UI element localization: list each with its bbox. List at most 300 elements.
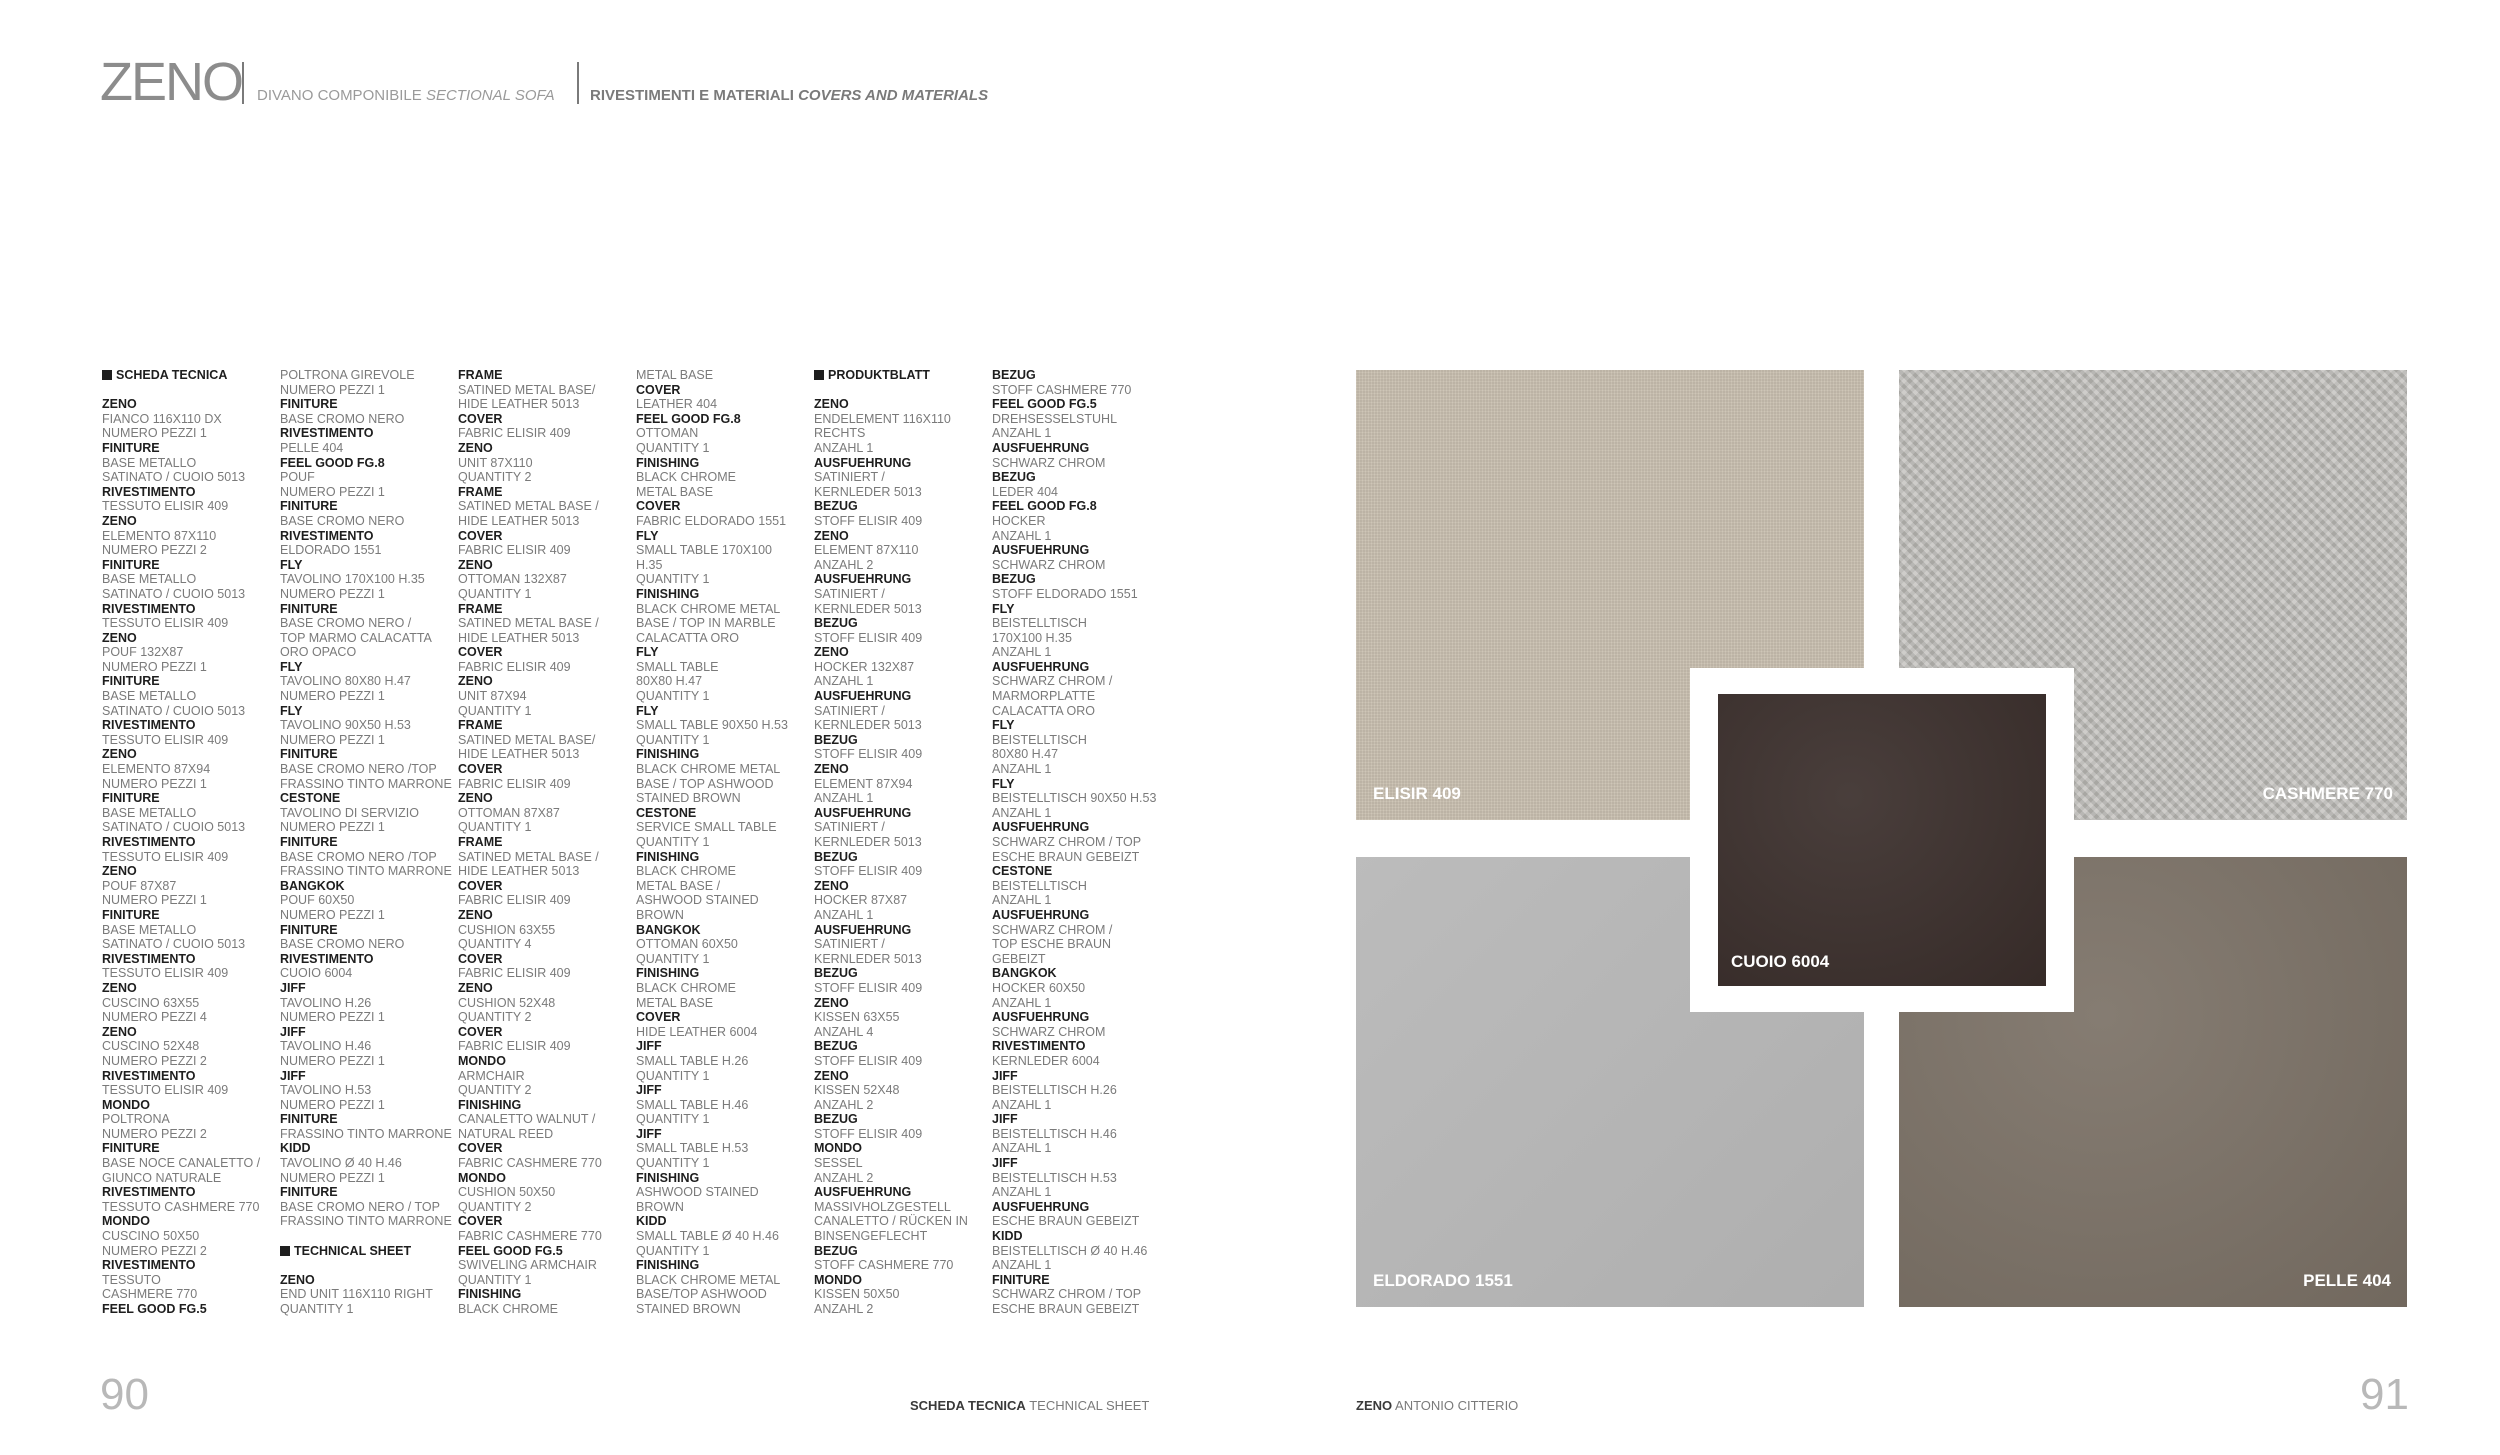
spec-heading: ZENO [102, 1024, 137, 1039]
spec-line: KERNLEDER 6004 [992, 1053, 1100, 1068]
spec-heading: COVER [636, 1010, 681, 1025]
footer-right-bold: ZENO [1356, 1398, 1393, 1413]
spec-line: SATINED METAL BASE/ [458, 732, 596, 747]
subtitle-en: SECTIONAL SOFA [425, 87, 555, 104]
spec-line: HIDE LEATHER 5013 [458, 397, 580, 412]
spec-column-6 [992, 368, 1170, 1317]
spec-line: OTTOMAN [636, 426, 699, 441]
spec-heading: RIVESTIMENTO [102, 1068, 196, 1083]
section-divider [577, 62, 579, 104]
spec-line: STOFF ELISIR 409 [814, 1126, 923, 1141]
spec-heading: MONDO [102, 1214, 150, 1229]
spec-line: POLTRONA GIREVOLE [280, 368, 415, 382]
spec-line: ANZAHL 1 [992, 1141, 1052, 1156]
spec-heading: RIVESTIMENTO [102, 484, 196, 499]
section-heading: SCHEDA TECNICA [102, 368, 280, 383]
spec-heading: FLY [992, 776, 1015, 791]
spec-line: CANALETTO / RÜCKEN IN [814, 1214, 968, 1229]
swatch-label: ELDORADO 1551 [1373, 1271, 1513, 1290]
spec-line: LEATHER 404 [636, 397, 718, 412]
spec-line: OTTOMAN 87X87 [458, 805, 560, 820]
spec-line: CALACATTA ORO [636, 630, 740, 645]
spec-line: HIDE LEATHER 5013 [458, 747, 580, 762]
swatch-label: CASHMERE 770 [2262, 784, 2393, 803]
spec-line: FABRIC ELDORADO 1551 [636, 513, 787, 528]
spec-heading: ZENO [814, 995, 849, 1010]
spec-line: SERVICE SMALL TABLE [636, 820, 777, 835]
spec-heading: AUSFUEHRUNG [814, 805, 912, 820]
spec-line: SMALL TABLE H.26 [636, 1053, 749, 1068]
spec-line: QUANTITY 2 [458, 470, 532, 485]
spec-heading: JIFF [992, 1068, 1018, 1083]
spec-line: ANZAHL 1 [992, 805, 1052, 820]
spec-line: CUSCINO 52X48 [102, 1039, 200, 1054]
spec-line: NUMERO PEZZI 2 [102, 1243, 207, 1258]
spec-line: BASE METALLO [102, 689, 197, 704]
spec-line: CUOIO 6004 [280, 966, 353, 981]
spec-heading: FINISHING [636, 1258, 700, 1273]
spec-line: SATINATO / CUOIO 5013 [102, 586, 246, 601]
spec-line: KERNLEDER 5013 [814, 835, 922, 849]
spec-heading: FINITURE [280, 747, 338, 762]
spec-heading: FRAME [458, 484, 503, 499]
spec-line: FABRIC ELISIR 409 [458, 543, 571, 558]
spec-line: HOCKER 132X87 [814, 659, 915, 674]
spec-line: FABRIC ELISIR 409 [458, 776, 571, 791]
spec-line: ANZAHL 4 [814, 1024, 874, 1039]
spec-line: BEISTELLTISCH Ø 40 H.46 [992, 1243, 1148, 1258]
spec-line: STOFF ELISIR 409 [814, 513, 923, 528]
spec-heading: FINITURE [102, 791, 160, 806]
spec-heading: JIFF [636, 1039, 662, 1054]
spec-heading: FINITURE [102, 440, 160, 455]
spec-line: NUMERO PEZZI 1 [280, 1010, 385, 1025]
spec-line: RECHTS [814, 426, 866, 441]
spec-line: POUF [280, 470, 315, 485]
spec-line: TESSUTO CASHMERE 770 [102, 1199, 260, 1214]
spec-line: NUMERO PEZZI 1 [102, 776, 207, 791]
section-it: RIVESTIMENTI E MATERIALI [590, 87, 794, 104]
spec-line: BASE METALLO [102, 572, 197, 587]
spec-heading: ZENO [814, 645, 849, 660]
spec-heading: FINISHING [636, 1170, 700, 1185]
spec-column-3 [458, 368, 636, 1317]
spec-heading: COVER [458, 645, 503, 660]
spec-line: SMALL TABLE H.53 [636, 1141, 749, 1156]
spec-heading: RIVESTIMENTO [102, 835, 196, 849]
spec-heading: BANGKOK [280, 878, 345, 893]
spec-line: ELEMENTO 87X110 [102, 528, 217, 543]
spec-line: ESCHE BRAUN GEBEIZT [992, 1302, 1140, 1316]
spec-heading: FINITURE [102, 674, 160, 689]
spec-line: ELDORADO 1551 [280, 543, 382, 558]
spec-heading: RIVESTIMENTO [280, 426, 374, 441]
spec-line: FABRIC CASHMERE 770 [458, 1229, 602, 1244]
spec-line: QUANTITY 1 [458, 1272, 532, 1287]
spec-heading: ZENO [458, 980, 493, 995]
spec-heading: BEZUG [814, 1243, 858, 1258]
page-number-right: 91 [2360, 1370, 2409, 1419]
spec-line: POLTRONA [102, 1112, 170, 1127]
spec-heading: ZENO [814, 878, 849, 893]
spec-line: KERNLEDER 5013 [814, 718, 922, 733]
spec-line: CUSCINO 63X55 [102, 995, 200, 1010]
spec-heading: MONDO [814, 1141, 862, 1156]
spec-heading: MONDO [102, 1097, 150, 1112]
spec-line: BASE CROMO NERO [280, 411, 405, 426]
spec-heading: BEZUG [814, 499, 858, 514]
spec-line: HOCKER 87X87 [814, 893, 908, 908]
spec-line: TAVOLINO H.26 [280, 995, 372, 1010]
spec-column-2 [280, 368, 458, 1317]
spec-heading: AUSFUEHRUNG [992, 440, 1090, 455]
spec-line: FABRIC ELISIR 409 [458, 893, 571, 908]
spec-line: TESSUTO ELISIR 409 [102, 499, 229, 514]
brand-title: ZENO [100, 52, 243, 112]
spec-line: BASE METALLO [102, 455, 197, 470]
spec-line: NUMERO PEZZI 1 [280, 820, 385, 835]
spec-line: CUSCINO 50X50 [102, 1229, 200, 1244]
spec-line: QUANTITY 1 [636, 1112, 710, 1127]
swatch-label: PELLE 404 [2303, 1271, 2391, 1290]
spec-line: BASE NOCE CANALETTO / [102, 1156, 261, 1171]
spec-line: ANZAHL 2 [814, 1097, 874, 1112]
spec-line: SCHWARZ CHROM / TOP [992, 835, 1142, 849]
spec-heading: FLY [636, 528, 659, 543]
footer-right-text: ANTONIO CITTERIO [1395, 1398, 1519, 1413]
spec-line: TESSUTO ELISIR 409 [102, 1083, 229, 1098]
spec-line: FRASSINO TINTO MARRONE [280, 864, 452, 879]
spec-line: STOFF ELISIR 409 [814, 630, 923, 645]
spec-line: STOFF CASHMERE 770 [814, 1258, 954, 1273]
spec-line: FRASSINO TINTO MARRONE [280, 1126, 452, 1141]
spec-line: STOFF ELISIR 409 [814, 747, 923, 762]
spec-line: STOFF CASHMERE 770 [992, 382, 1132, 397]
subtitle-it: DIVANO COMPONIBILE [257, 87, 422, 104]
spec-line: ANZAHL 1 [992, 426, 1052, 441]
spec-line: FABRIC ELISIR 409 [458, 1039, 571, 1054]
spec-line: KISSEN 52X48 [814, 1083, 900, 1098]
spec-heading: COVER [458, 1141, 503, 1156]
spec-heading: FEEL GOOD FG.8 [992, 499, 1097, 514]
spec-line: KERNLEDER 5013 [814, 601, 922, 616]
section-title [590, 87, 988, 104]
spec-heading: BEZUG [814, 966, 858, 981]
spec-line: NUMERO PEZZI 2 [102, 543, 207, 558]
spec-line: BEISTELLTISCH [992, 616, 1087, 631]
spec-line: SATINED METAL BASE / [458, 616, 599, 631]
spec-line: POUF 60X50 [280, 893, 355, 908]
spec-heading: FEEL GOOD FG.8 [280, 455, 385, 470]
spec-line: BEISTELLTISCH 90X50 H.53 [992, 791, 1157, 806]
spec-line: HIDE LEATHER 6004 [636, 1024, 758, 1039]
spec-heading: BEZUG [814, 1039, 858, 1054]
spec-line: ANZAHL 1 [814, 907, 874, 922]
spec-line: TAVOLINO H.46 [280, 1039, 372, 1054]
spec-line: ELEMENT 87X94 [814, 776, 913, 791]
spec-heading: MONDO [458, 1053, 506, 1068]
spec-line: BASE / TOP ASHWOOD [636, 776, 774, 791]
spec-line: END UNIT 116X110 RIGHT [280, 1287, 433, 1302]
spec-line: ANZAHL 1 [992, 995, 1052, 1010]
spec-heading: FEEL GOOD FG.5 [458, 1243, 563, 1258]
spec-line: SATINATO / CUOIO 5013 [102, 937, 246, 952]
spec-line: NUMERO PEZZI 1 [280, 382, 385, 397]
spec-heading: RIVESTIMENTO [102, 601, 196, 616]
spec-heading: BEZUG [992, 368, 1036, 382]
footer-left [910, 1398, 1149, 1413]
spec-heading: AUSFUEHRUNG [814, 1185, 912, 1200]
spec-line: OTTOMAN 60X50 [636, 937, 738, 952]
spec-line: BASE CROMO NERO / TOP [280, 1199, 440, 1214]
spec-line: ENDELEMENT 116X110 [814, 411, 951, 426]
spec-line: NUMERO PEZZI 1 [280, 1097, 385, 1112]
spec-heading: COVER [458, 762, 503, 777]
spec-heading: COVER [458, 878, 503, 893]
spec-line: QUANTITY 1 [458, 703, 532, 718]
spec-line: BROWN [636, 1199, 684, 1214]
spec-line: SMALL TABLE H.46 [636, 1097, 749, 1112]
spec-line: SATINATO / CUOIO 5013 [102, 820, 246, 835]
footer-left-text: TECHNICAL SHEET [1029, 1398, 1150, 1413]
spec-heading: FINISHING [636, 586, 700, 601]
spec-heading: KIDD [280, 1141, 311, 1156]
spec-line: 80X80 H.47 [636, 674, 703, 689]
spec-line: TAVOLINO Ø 40 H.46 [280, 1156, 402, 1171]
spec-line: ANZAHL 1 [992, 1097, 1052, 1112]
spec-line: SATINATO / CUOIO 5013 [102, 470, 246, 485]
spec-line: NUMERO PEZZI 1 [280, 732, 385, 747]
spec-heading: RIVESTIMENTO [102, 1185, 196, 1200]
spec-line: NUMERO PEZZI 4 [102, 1010, 207, 1025]
spec-heading: KIDD [636, 1214, 667, 1229]
spec-heading: COVER [458, 528, 503, 543]
spec-heading: ZENO [102, 397, 137, 412]
spec-line: QUANTITY 2 [458, 1083, 532, 1098]
spec-heading: ZENO [102, 630, 137, 645]
spec-line: STAINED BROWN [636, 1302, 741, 1316]
spec-line: BASE CROMO NERO [280, 513, 405, 528]
spec-line: QUANTITY 1 [636, 1068, 710, 1083]
spec-heading: ZENO [102, 980, 137, 995]
spec-heading: FEEL GOOD FG.5 [102, 1302, 207, 1316]
spec-line: SWIVELING ARMCHAIR [458, 1258, 597, 1273]
spec-heading: FINITURE [280, 922, 338, 937]
spec-line: SATINIERT / [814, 820, 885, 835]
spec-line: QUANTITY 1 [636, 835, 710, 849]
spec-line: UNIT 87X94 [458, 689, 527, 704]
spec-heading: JIFF [992, 1156, 1018, 1171]
spec-line: METAL BASE / [636, 878, 721, 893]
spec-line: BEISTELLTISCH [992, 878, 1087, 893]
spec-line: SATINED METAL BASE/ [458, 382, 596, 397]
spec-line: SMALL TABLE 90X50 H.53 [636, 718, 788, 733]
spec-line: TAVOLINO 170X100 H.35 [280, 572, 425, 587]
spec-line: ANZAHL 2 [814, 1302, 874, 1316]
spec-line: SCHWARZ CHROM [992, 557, 1106, 572]
spec-line: ANZAHL 1 [992, 893, 1052, 908]
spec-heading: BEZUG [992, 470, 1036, 485]
spec-heading: FINISHING [636, 966, 700, 981]
spec-line: TESSUTO ELISIR 409 [102, 966, 229, 981]
spec-line: ANZAHL 1 [814, 674, 874, 689]
spec-line: GIUNCO NATURALE [102, 1170, 222, 1185]
spec-line: HIDE LEATHER 5013 [458, 630, 580, 645]
spec-line: SATINIERT / [814, 470, 885, 485]
spec-line: HOCKER 60X50 [992, 980, 1086, 995]
spec-line: ORO OPACO [280, 645, 357, 660]
spec-heading: JIFF [636, 1126, 662, 1141]
spec-heading: AUSFUEHRUNG [992, 820, 1090, 835]
spec-line: SESSEL [814, 1156, 863, 1171]
spec-line: 80X80 H.47 [992, 747, 1059, 762]
spec-heading: FINITURE [280, 1185, 338, 1200]
spec-heading: BEZUG [814, 616, 858, 631]
spec-heading: RIVESTIMENTO [102, 1258, 196, 1273]
spec-heading: COVER [636, 382, 681, 397]
spec-line: BASE CROMO NERO /TOP [280, 849, 437, 864]
spec-line: ELEMENT 87X110 [814, 543, 919, 558]
spec-line: SCHWARZ CHROM / TOP [992, 1287, 1142, 1302]
spec-line: SMALL TABLE 170X100 [636, 543, 772, 558]
spec-heading: COVER [458, 951, 503, 966]
spec-heading: RIVESTIMENTO [280, 528, 374, 543]
spacer [280, 1229, 458, 1244]
spec-line: ANZAHL 1 [992, 528, 1052, 543]
spec-line: TAVOLINO H.53 [280, 1083, 372, 1098]
spec-heading: RIVESTIMENTO [992, 1039, 1086, 1054]
spec-line: BASE/TOP ASHWOOD [636, 1287, 767, 1302]
spec-heading: ZENO [102, 513, 137, 528]
spec-line: H.35 [636, 557, 663, 572]
spec-line: QUANTITY 1 [636, 732, 710, 747]
spec-line: NUMERO PEZZI 1 [280, 1170, 385, 1185]
spec-line: NUMERO PEZZI 1 [280, 1053, 385, 1068]
spec-line: BLACK CHROME METAL [636, 601, 781, 616]
spec-line: NUMERO PEZZI 2 [102, 1053, 207, 1068]
spec-heading: RIVESTIMENTO [102, 951, 196, 966]
spec-line: ANZAHL 2 [814, 557, 874, 572]
spec-heading: FINITURE [280, 397, 338, 412]
spec-heading: BANGKOK [992, 966, 1057, 981]
spec-heading: FINITURE [280, 1112, 338, 1127]
spec-line: BEISTELLTISCH [992, 732, 1087, 747]
spec-heading: FLY [636, 703, 659, 718]
spec-line: STOFF ELISIR 409 [814, 864, 923, 879]
spec-line: KISSEN 50X50 [814, 1287, 900, 1302]
spec-heading: COVER [458, 411, 503, 426]
spec-heading: FLY [280, 703, 303, 718]
spec-line: TOP MARMO CALACATTA [280, 630, 432, 645]
spec-line: NUMERO PEZZI 1 [280, 689, 385, 704]
spec-heading: FLY [636, 645, 659, 660]
spec-line: QUANTITY 1 [636, 1243, 710, 1258]
spec-line: ANZAHL 1 [992, 1185, 1052, 1200]
spec-column-4 [636, 368, 814, 1317]
spec-heading: JIFF [636, 1083, 662, 1098]
spec-line: ANZAHL 1 [992, 1258, 1052, 1273]
spec-line: SCHWARZ CHROM / [992, 922, 1113, 937]
spec-line: TAVOLINO 90X50 H.53 [280, 718, 411, 733]
spec-heading: FINISHING [636, 455, 700, 470]
spec-line: TESSUTO ELISIR 409 [102, 616, 229, 631]
spec-line: TAVOLINO 80X80 H.47 [280, 674, 411, 689]
spacer [280, 1258, 458, 1273]
footer-left-bold: SCHEDA TECNICA [910, 1398, 1026, 1413]
spec-line: BASE / TOP IN MARBLE [636, 616, 776, 631]
spec-heading: CESTONE [280, 791, 341, 806]
spec-heading: ZENO [280, 1272, 315, 1287]
spec-line: CANALETTO WALNUT / [458, 1112, 596, 1127]
spacer [814, 383, 992, 398]
spec-line: NUMERO PEZZI 2 [102, 1126, 207, 1141]
spec-heading: FINISHING [636, 747, 700, 762]
spec-line: HOCKER [992, 513, 1046, 528]
spec-heading: FINITURE [102, 1141, 160, 1156]
spec-heading: ZENO [102, 864, 137, 879]
spec-line: FRASSINO TINTO MARRONE [280, 1214, 452, 1229]
spec-line: FABRIC ELISIR 409 [458, 966, 571, 981]
spec-line: GEBEIZT [992, 951, 1046, 966]
spec-line: TOP ESCHE BRAUN [992, 937, 1112, 952]
spec-heading: ZENO [458, 907, 493, 922]
spec-line: ARMCHAIR [458, 1068, 525, 1083]
spec-heading: FRAME [458, 368, 503, 382]
spec-heading: FLY [280, 659, 303, 674]
spec-line: TESSUTO ELISIR 409 [102, 732, 229, 747]
spec-heading: JIFF [992, 1112, 1018, 1127]
spec-heading: ZENO [102, 747, 137, 762]
spec-line: HIDE LEATHER 5013 [458, 864, 580, 879]
spec-line: STOFF ELISIR 409 [814, 980, 923, 995]
spec-line: ESCHE BRAUN GEBEIZT [992, 1214, 1140, 1229]
spec-line: KISSEN 63X55 [814, 1010, 900, 1025]
spec-line: UNIT 87X110 [458, 455, 533, 470]
spec-line: ANZAHL 1 [814, 440, 874, 455]
spec-line: ASHWOOD STAINED [636, 1185, 759, 1200]
spec-heading: COVER [458, 1214, 503, 1229]
spec-heading: MONDO [814, 1272, 862, 1287]
spec-heading: FRAME [458, 718, 503, 733]
spec-line: KERNLEDER 5013 [814, 484, 922, 499]
spec-line: BLACK CHROME [636, 980, 737, 995]
spec-line: SCHWARZ CHROM / [992, 674, 1113, 689]
spec-heading: ZENO [458, 791, 493, 806]
spec-heading: KIDD [992, 1229, 1023, 1244]
spec-line: QUANTITY 1 [280, 1302, 354, 1316]
spec-line: BASE CROMO NERO / [280, 616, 412, 631]
spec-line: QUANTITY 2 [458, 1010, 532, 1025]
spec-heading: AUSFUEHRUNG [992, 1010, 1090, 1025]
spec-line: SATINED METAL BASE / [458, 499, 599, 514]
spec-heading: AUSFUEHRUNG [814, 922, 912, 937]
spec-line: TESSUTO [102, 1272, 161, 1287]
page-number-left: 90 [100, 1370, 149, 1419]
spec-line: ESCHE BRAUN GEBEIZT [992, 849, 1140, 864]
spec-line: 170X100 H.35 [992, 630, 1072, 645]
spec-line: QUANTITY 2 [458, 1199, 532, 1214]
spec-heading: CESTONE [992, 864, 1053, 879]
spec-line: QUANTITY 1 [458, 820, 532, 835]
spec-line: BLACK CHROME [636, 864, 737, 879]
spec-heading: FINITURE [280, 601, 338, 616]
spec-line: CASHMERE 770 [102, 1287, 198, 1302]
spec-line: BASE CROMO NERO [280, 937, 405, 952]
spec-heading: ZENO [814, 1068, 849, 1083]
spec-column-1 [102, 368, 280, 1317]
spec-column-5 [814, 368, 992, 1317]
spec-line: HIDE LEATHER 5013 [458, 513, 580, 528]
